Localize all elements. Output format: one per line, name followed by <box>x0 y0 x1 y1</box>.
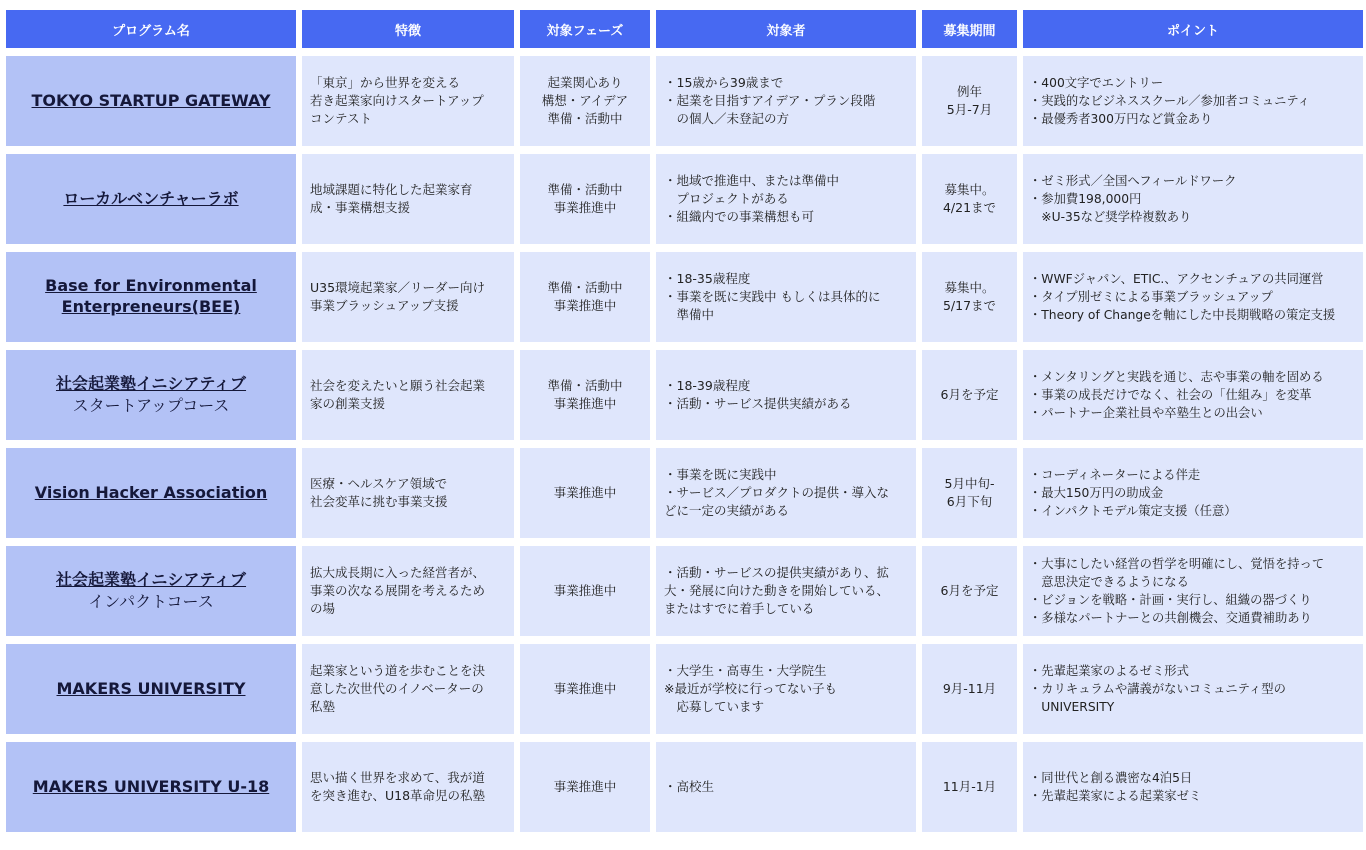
period-cell: 6月を予定 <box>922 546 1017 636</box>
points-cell: ・コーディネーターによる伴走 ・最大150万円の助成金 ・インパクトモデル策定支援（任意） <box>1023 448 1363 538</box>
period-cell: 5月中旬- 6月下旬 <box>922 448 1017 538</box>
program-name-cell <box>6 644 296 734</box>
program-name-cell <box>6 546 296 636</box>
program-name-link[interactable]: MAKERS UNIVERSITY <box>56 678 246 698</box>
program-table <box>6 10 1363 832</box>
feature-cell: 拡大成長期に入った経営者が、 事業の次なる展開を考えるため の場 <box>302 546 514 636</box>
program-course-label: スタートアップコース <box>72 395 230 415</box>
feature-cell: 思い描く世界を求めて、我が道 を突き進む、U18革命児の私塾 <box>302 742 514 832</box>
program-name-wrap <box>35 483 267 504</box>
feature-cell: 「東京」から世界を変える 若き起業家向けスタートアップ コンテスト <box>302 56 514 146</box>
program-name-link[interactable]: MAKERS UNIVERSITY U-18 <box>32 776 270 796</box>
header-feature: 特徴 <box>302 10 514 48</box>
target-cell: ・高校生 <box>656 742 916 832</box>
phase-cell: 準備・活動中 事業推進中 <box>520 154 650 244</box>
period-cell: 9月-11月 <box>922 644 1017 734</box>
program-name-cell <box>6 56 296 146</box>
program-name-wrap <box>16 276 286 318</box>
target-cell: ・15歳から39歳まで ・起業を目指すアイデア・プラン段階 の個人／未登記の方 <box>656 56 916 146</box>
program-name-wrap <box>32 91 271 112</box>
period-cell: 11月-1月 <box>922 742 1017 832</box>
phase-cell: 事業推進中 <box>520 742 650 832</box>
program-name-link[interactable]: Base for Environmental Enterpreneurs(BEE) <box>45 276 257 316</box>
feature-cell: 社会を変えたいと願う社会起業 家の創業支援 <box>302 350 514 440</box>
target-cell: ・18-39歳程度 ・活動・サービス提供実績がある <box>656 350 916 440</box>
header-period: 募集期間 <box>922 10 1017 48</box>
program-name-wrap <box>57 679 246 700</box>
program-name-link[interactable]: TOKYO STARTUP GATEWAY <box>31 90 271 110</box>
header-phase: 対象フェーズ <box>520 10 650 48</box>
points-cell: ・400文字でエントリー ・実践的なビジネススクール／参加者コミュニティ ・最優秀者300万円など賞金あり <box>1023 56 1363 146</box>
phase-cell: 事業推進中 <box>520 644 650 734</box>
program-name-wrap <box>63 189 238 210</box>
program-name-link[interactable]: Vision Hacker Association <box>34 482 268 502</box>
program-name-link[interactable]: ローカルベンチャーラボ <box>63 188 239 208</box>
points-cell: ・先輩起業家のよるゼミ形式 ・カリキュラムや講義がないコミュニティ型の UNIVERSITY <box>1023 644 1363 734</box>
target-cell: ・地域で推進中、または準備中 プロジェクトがある ・組織内での事業構想も可 <box>656 154 916 244</box>
program-name-cell <box>6 350 296 440</box>
points-cell: ・WWFジャパン、ETIC.、アクセンチュアの共同運営 ・タイプ別ゼミによる事業ブラッシュアップ ・Theory of Changeを軸にした中長期戦略の策定支援 <box>1023 252 1363 342</box>
header-program-name: プログラム名 <box>6 10 296 48</box>
program-name-wrap <box>56 570 246 612</box>
target-cell: ・事業を既に実践中 ・サービス／プロダクトの提供・導入な どに一定の実績がある <box>656 448 916 538</box>
feature-cell: 医療・ヘルスケア領域で 社会変革に挑む事業支援 <box>302 448 514 538</box>
program-name-wrap <box>56 374 246 416</box>
phase-cell: 準備・活動中 事業推進中 <box>520 350 650 440</box>
feature-cell: U35環境起業家／リーダー向け 事業ブラッシュアップ支援 <box>302 252 514 342</box>
period-cell: 6月を予定 <box>922 350 1017 440</box>
feature-cell: 起業家という道を歩むことを決 意した次世代のイノベーターの 私塾 <box>302 644 514 734</box>
period-cell: 例年 5月-7月 <box>922 56 1017 146</box>
phase-cell: 事業推進中 <box>520 448 650 538</box>
points-cell: ・大事にしたい経営の哲学を明確にし、覚悟を持って 意思決定できるようになる ・ビジョンを戦略・計画・実行し、組織の器づくり ・多様なパートナーとの共創機会、交通費補助あり <box>1023 546 1363 636</box>
program-name-cell <box>6 448 296 538</box>
header-target: 対象者 <box>656 10 916 48</box>
phase-cell: 事業推進中 <box>520 546 650 636</box>
program-name-link[interactable]: 社会起業塾イニシアティブ <box>55 373 247 393</box>
phase-cell: 準備・活動中 事業推進中 <box>520 252 650 342</box>
feature-cell: 地域課題に特化した起業家育 成・事業構想支援 <box>302 154 514 244</box>
program-name-link[interactable]: 社会起業塾イニシアティブ <box>55 569 247 589</box>
header-points: ポイント <box>1023 10 1363 48</box>
target-cell: ・大学生・高専生・大学院生 ※最近が学校に行ってない子も 応募しています <box>656 644 916 734</box>
points-cell: ・メンタリングと実践を通じ、志や事業の軸を固める ・事業の成長だけでなく、社会の「仕組み」を変革 ・パートナー企業社員や卒塾生との出会い <box>1023 350 1363 440</box>
points-cell: ・ゼミ形式／全国へフィールドワーク ・参加費198,000円 ※U-35など奨学枠複数あり <box>1023 154 1363 244</box>
points-cell: ・同世代と創る濃密な4泊5日 ・先輩起業家による起業家ゼミ <box>1023 742 1363 832</box>
target-cell: ・18-35歳程度 ・事業を既に実践中 もしくは具体的に 準備中 <box>656 252 916 342</box>
phase-cell: 起業関心あり 構想・アイデア 準備・活動中 <box>520 56 650 146</box>
program-name-cell <box>6 154 296 244</box>
program-name-cell <box>6 742 296 832</box>
program-course-label: インパクトコース <box>88 591 214 611</box>
program-name-wrap <box>33 777 269 798</box>
period-cell: 募集中。 4/21まで <box>922 154 1017 244</box>
target-cell: ・活動・サービスの提供実績があり、拡 大・発展に向けた動きを開始している、 またはすでに着手している <box>656 546 916 636</box>
program-name-cell <box>6 252 296 342</box>
period-cell: 募集中。 5/17まで <box>922 252 1017 342</box>
